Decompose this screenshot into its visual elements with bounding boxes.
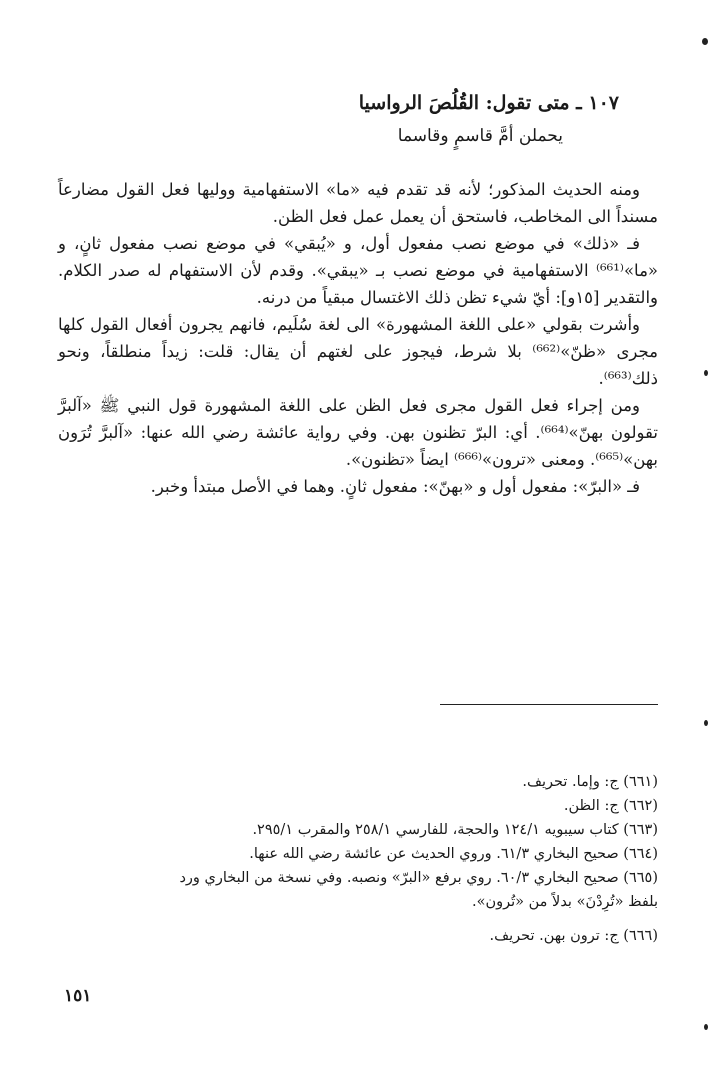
- page-number: ١٥١: [64, 986, 92, 1006]
- verse-line: يحملن أمَّ قاسمٍ وقاسما: [397, 126, 563, 146]
- scan-speck: [704, 720, 708, 726]
- footnote-661: (٦٦١) ج: وإما. تحريف.: [522, 774, 658, 790]
- paragraph-objects: فـ «البرّ»: مفعول أول و «بهنّ»: مفعول ثانٍ. وهما في الأصل مبتدأ وخبر.: [150, 477, 640, 496]
- paragraph-prophet-saying: ومن إجراء فعل القول مجرى فعل الظن على اللغة المشهورة قول النبي ﷺ «آلبرَّ تقولون بهنّ»⁽⁶⁶⁴⁾. أي: البرّ تظنون بهن. وفي رواية عائشة رضي الله عنها: «آلبرَّ تُرَون بهن»⁽⁶⁶⁵⁾. ومعنى «ترون»⁽⁶⁶⁶⁾ ايضاً «تظنون».: [58, 396, 658, 469]
- scan-speck: [704, 370, 708, 376]
- paragraph-hadith: ومنه الحديث المذكور؛ لأنه قد تقدم فيه «ما» الاستفهامية ووليها فعل القول مضارعاً مسنداً الى المخاطب، فاستحق أن يعمل عمل فعل الظن.: [58, 180, 658, 226]
- scan-speck: [704, 1024, 708, 1030]
- footnote-662: (٦٦٢) ج: الظن.: [563, 798, 658, 814]
- paragraph-parsing: فـ «ذلك» في موضع نصب مفعول أول، و «يُبقي» في موضع نصب مفعول ثانٍ، و «ما»⁽⁶⁶¹⁾ الاستفهامية في موضع نصب بـ «يبقي». وقدم لأن الاستفهام له صدر الكلام. والتقدير [١٥و]: أيّ شيء تظن ذلك الاغتسال مبقياً من درنه.: [58, 234, 658, 307]
- paragraph-sulaym: وأشرت بقولي «على اللغة المشهورة» الى لغة سُلَيم، فانهم يجرون أفعال القول كلها مجرى «ظنّ»⁽⁶⁶²⁾ بلا شرط، فيجوز على لغتهم أن يقال: قلت: زيداً منطلقاً، ونحو ذلك⁽⁶⁶³⁾.: [58, 315, 658, 388]
- footnotes: [160, 770, 658, 948]
- verse-title: ١٠٧ ـ متى تقول: القُلُصَ الرواسيا: [358, 92, 619, 114]
- main-text: [58, 176, 658, 500]
- footnote-divider: [440, 704, 658, 705]
- footnote-663: (٦٦٣) كتاب سيبويه ١٢٤/١ والحجة، للفارسي ٢٥٨/١ والمقرب ٢٩٥/١.: [252, 822, 658, 838]
- footnote-664: (٦٦٤) صحيح البخاري ٦١/٣. وروي الحديث عن عائشة رضي الله عنها.: [249, 846, 658, 862]
- footnote-665: (٦٦٥) صحيح البخاري ٦٠/٣. روي برفع «البرّ» ونصبه. وفي نسخة من البخاري ورد بلفظ «تُرِدْنَ» بدلاً من «تُرون».: [179, 870, 658, 910]
- footnote-666: (٦٦٦) ج: ترون بهن. تحريف.: [489, 928, 658, 944]
- scan-speck: [702, 38, 708, 45]
